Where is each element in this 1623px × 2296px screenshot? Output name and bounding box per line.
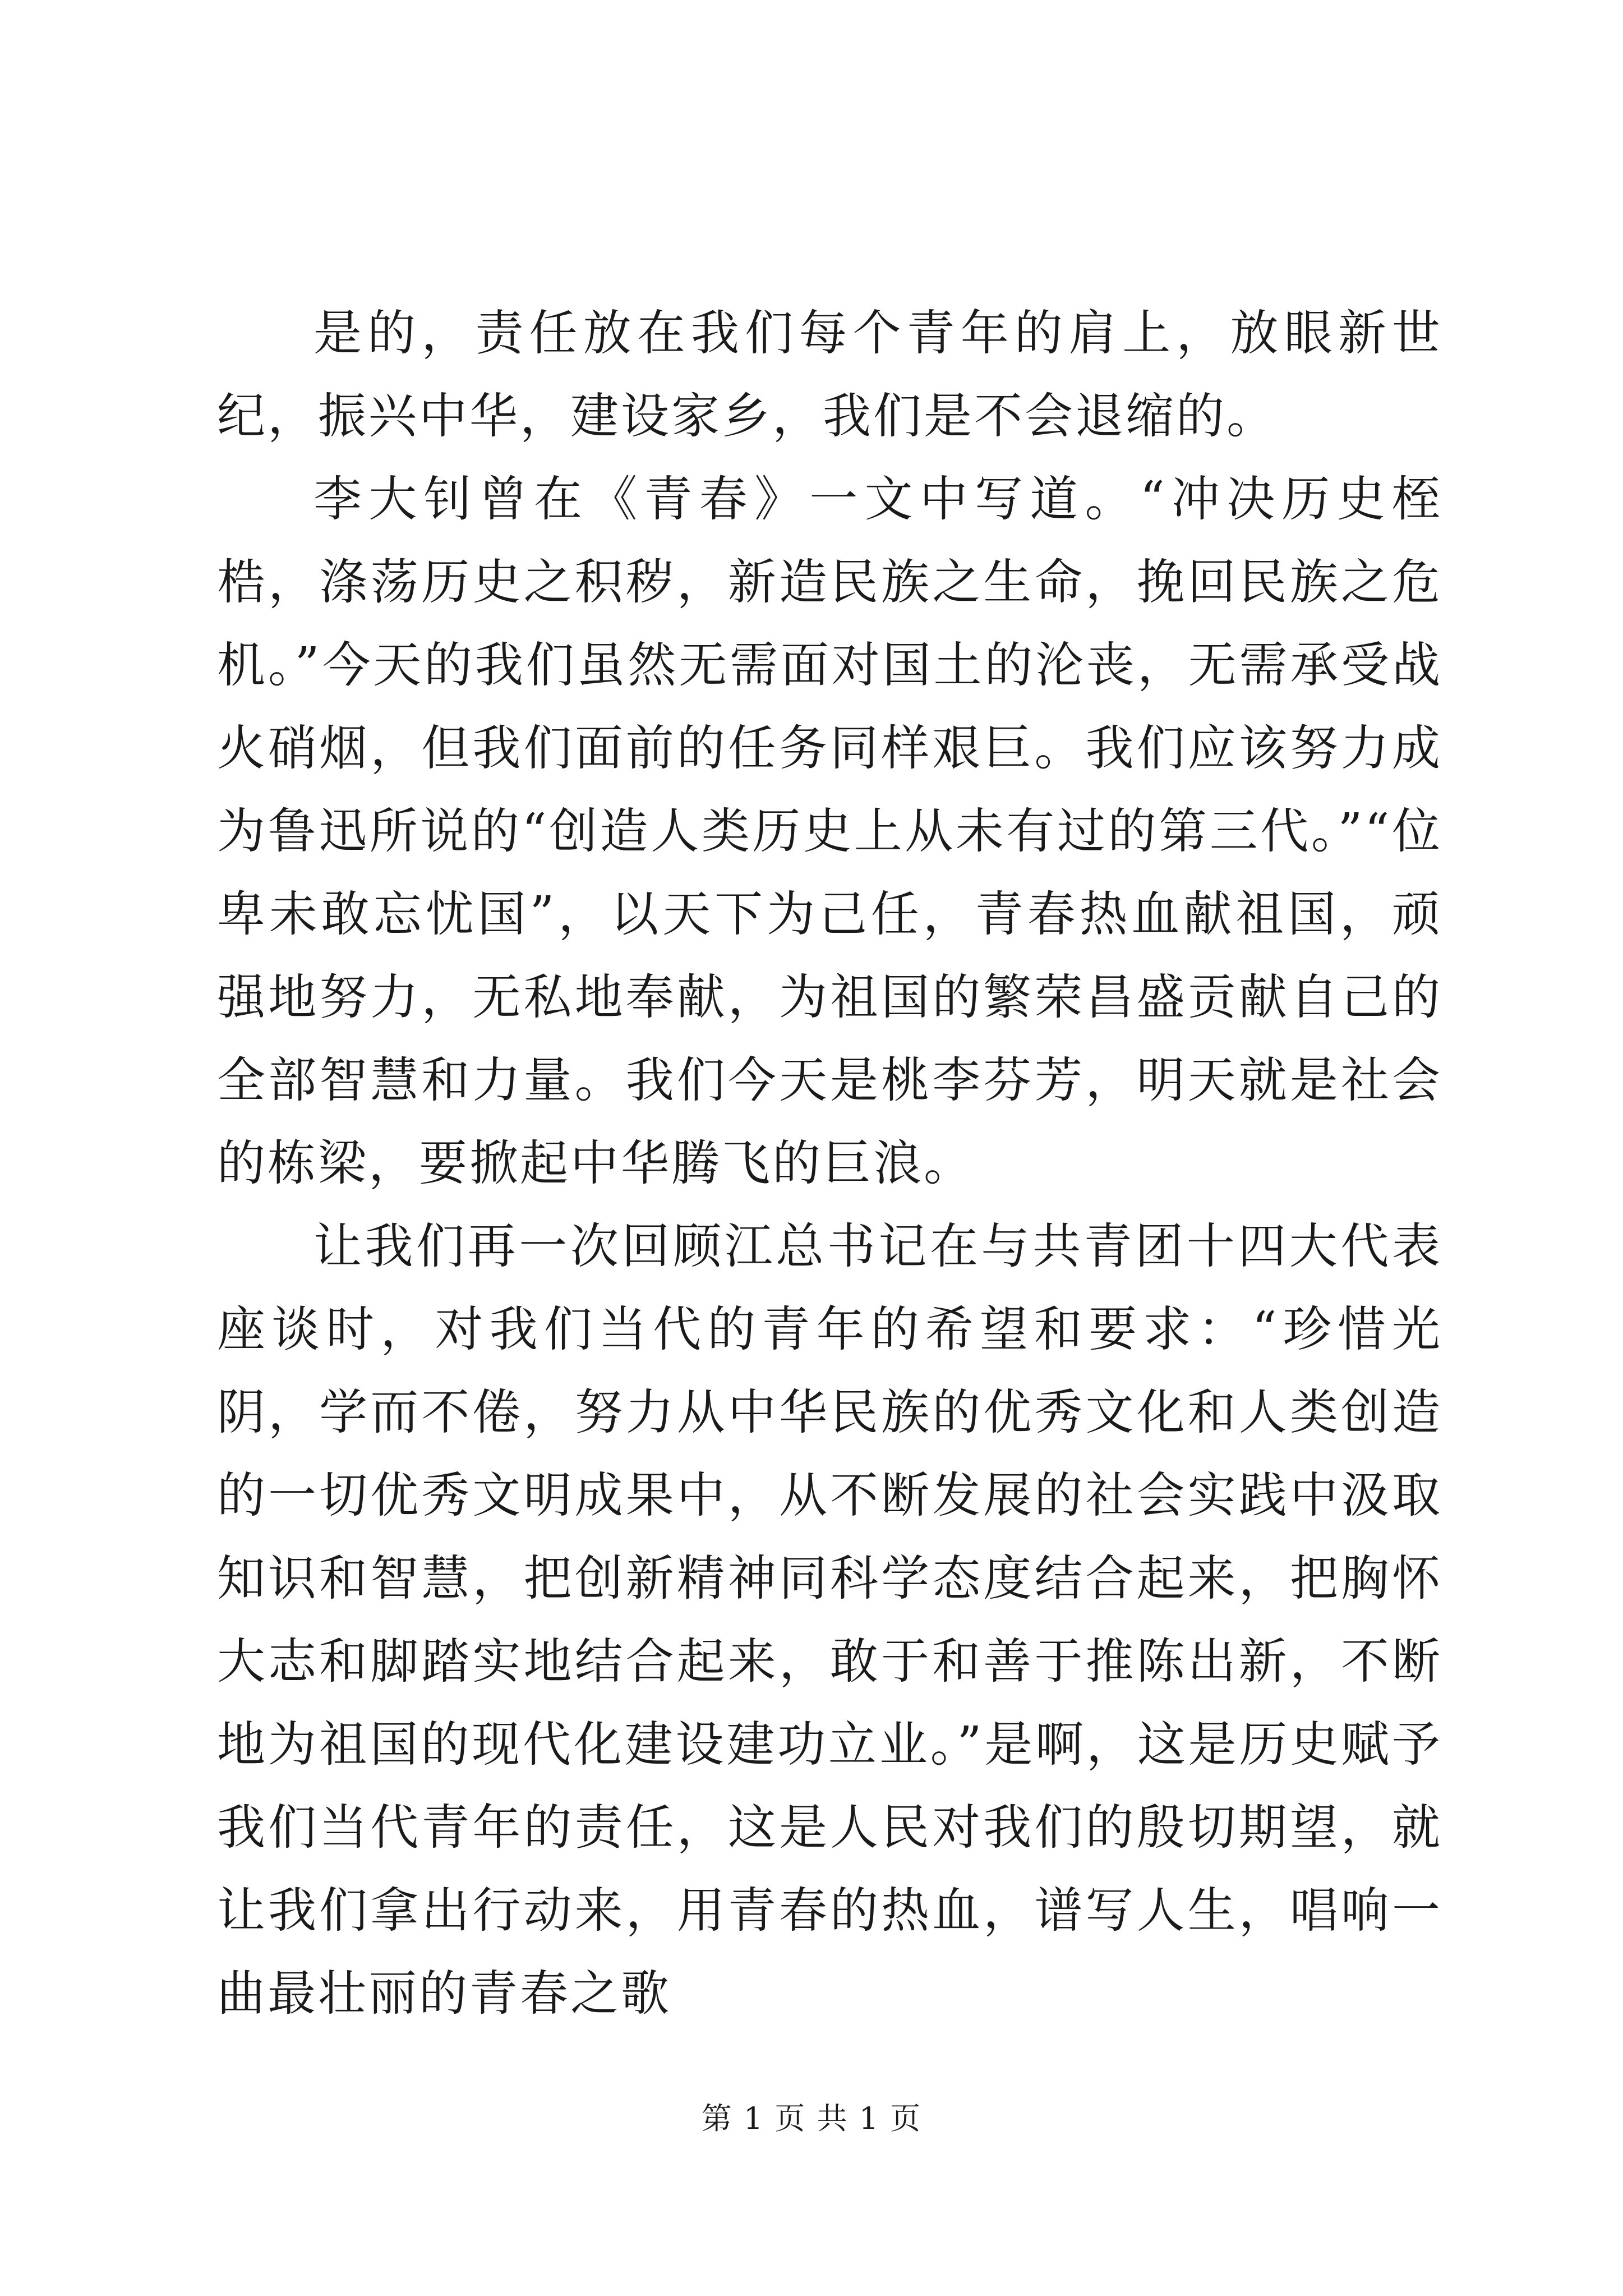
paragraph-3: 让我们再一次回顾江总书记在与共青团十四大代表座谈时，对我们当代的青年的希望和要求：“珍惜光阴，学而不倦，努力从中华民族的优秀文化和人类创造的一切优秀文明成果中，从不断发展的社会实践中汲取知识和智慧，把创新精神同科学态度结合起来，把胸怀大志和脚踏实地结合起来，敢于和善于推陈出新，不断地为祖国的现代化建设建功立业。”是啊，这是历史赋予我们当代青年的责任，这是人民对我们的殷切期望，就让我们拿出行动来，用青春的热血，谱写人生，唱响一曲最壮丽的青春之歌 <box>217 1218 1442 2022</box>
page-footer: 第 1 页 共 1 页 <box>701 2101 922 2136</box>
paragraph-1: 是的，责任放在我们每个青年的肩上，放眼新世纪，振兴中华，建设家乡，我们是不会退缩的。 <box>217 305 1442 444</box>
body-text <box>217 292 1442 2035</box>
paragraph-2: 李大钊曾在《青春》一文中写道。“冲决历史桎梏，涤荡历史之积秽，新造民族之生命，挽回民族之危机。”今天的我们虽然无需面对国土的沦丧，无需承受战火硝烟，但我们面前的任务同样艰巨。我们应该努力成为鲁迅所说的“创造人类历史上从未有过的第三代。”“位卑未敢忘忧国”，以天下为己任，青春热血献祖国，顽强地努力，无私地奉献，为祖国的繁荣昌盛贡献自己的全部智慧和力量。我们今天是桃李芬芳，明天就是社会的栋梁，要掀起中华腾飞的巨浪。 <box>217 471 1442 1191</box>
